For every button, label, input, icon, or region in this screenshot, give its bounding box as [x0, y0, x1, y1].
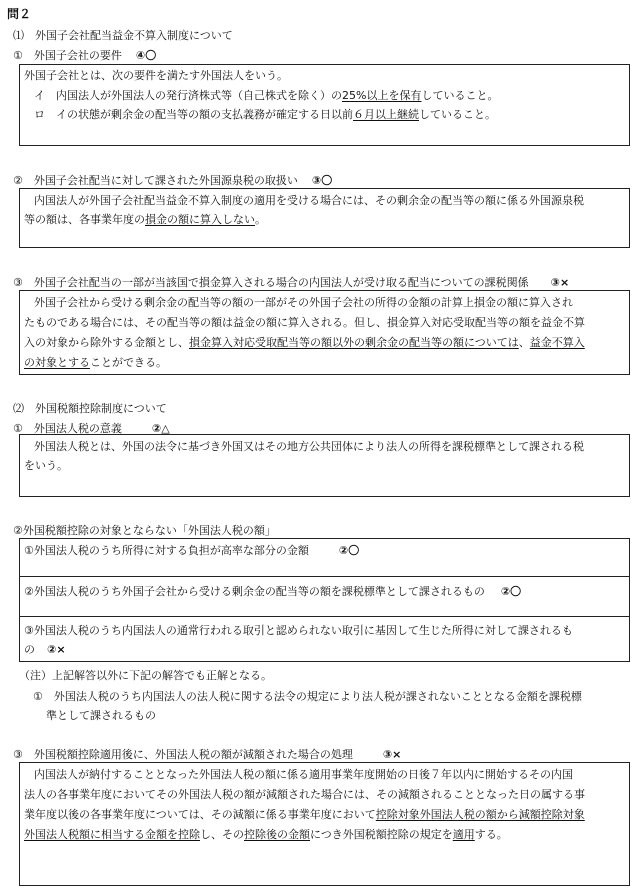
- s2-sub1-line1: 外国法人税とは、外国の法令に基づき外国又はその地方公共団体により法人の所得を課税標準として課される税: [34, 440, 584, 453]
- s1-sub3-answer-box: [19, 290, 630, 375]
- s1-sub1-line2-text-a: イ 内国法人が外国法人の発行済株式等（自己株式を除く）の: [34, 89, 342, 102]
- s2-sub3-line4-text-c: につき外国税額控除の規定を: [310, 828, 453, 841]
- s2-sub2-row-3-line2: [24, 643, 66, 657]
- s2-sub2-row-2-score-mark: ②〇: [500, 585, 522, 598]
- s1-sub3-score-mark: ③×: [550, 276, 570, 289]
- page-title: 問２: [7, 7, 32, 21]
- s1-sub2-score-mark: ③〇: [311, 174, 333, 187]
- s1-sub3-heading-text: ③ 外国子会社配当の一部が当該国で損金算入される場合の内国法人が受け取る配当についての課税関係: [13, 276, 529, 289]
- s2-sub2-row-1-text: [24, 544, 359, 558]
- s1-sub3-line4-underlined: の対象とする: [24, 356, 90, 369]
- s2-sub1-line2: をいう。: [24, 459, 68, 472]
- s2-sub3-score-mark: ③×: [382, 748, 402, 761]
- s1-sub2-line2-underlined: 損金の額に算入しない: [145, 213, 255, 226]
- s2-sub1-answer-box: [19, 434, 630, 497]
- s1-sub1-heading: [13, 47, 156, 63]
- s1-sub3-line3-text-a: 入の対象から除外する金額とし、: [24, 336, 189, 349]
- s1-sub2-line2-text-b: 。: [255, 213, 266, 226]
- s1-sub3-line3-underlined-2: 益金不算入: [529, 336, 585, 349]
- s2-sub2-note-item-line1: ① 外国法人税のうち内国法人の法人税に関する法令の規定により法人税が課されないこととなる金額を課税標: [33, 690, 582, 703]
- s1-sub1-line3-underlined: ６月以上継続: [353, 108, 419, 121]
- s2-sub3-line3: [24, 808, 585, 822]
- s1-sub3-heading: [13, 274, 569, 290]
- s2-sub2-row-2-text: [24, 585, 521, 599]
- s1-sub2-heading: [13, 172, 332, 188]
- s2-sub2-row-2-label: ②外国法人税のうち外国子会社から受ける剰余金の配当等の額を課税標準として課されるもの: [24, 585, 485, 598]
- s2-sub1-heading-text: ① 外国法人税の意義: [13, 422, 122, 435]
- s1-sub2-heading-text: ② 外国子会社配当に対して課された外国源泉税の取扱い: [13, 174, 298, 187]
- s2-sub2-row-3-line1: ③外国法人税のうち内国法人の通常行われる取引と認められない取引に基因して生じた所得に対して課されるも: [24, 624, 573, 637]
- s2-sub3-line4-underlined-1: 外国法人税額に相当する金額を控除: [24, 828, 200, 841]
- s2-sub3-line4-text-b: し、その: [200, 828, 244, 841]
- section-2-heading: ⑵ 外国税額控除制度について: [13, 402, 167, 415]
- s1-sub3-line3-underlined-1: 損金算入対応受取配当等の額以外の剰余金の配当等の額については: [189, 336, 519, 349]
- s1-sub3-line4: [24, 356, 167, 370]
- s1-sub3-line1: 外国子会社から受ける剰余金の配当等の額の一部がその外国子会社の所得の金額の計算上損金の額に算入され: [34, 296, 573, 309]
- s1-sub1-heading-text: ① 外国子会社の要件: [13, 49, 122, 62]
- s2-sub2-note-item-line2: 準として課されるもの: [46, 709, 156, 722]
- s1-sub3-line2: たものである場合には、その配当等の額は益金の額に算入される。但し、損金算入対応受取配当等の額を益金不算: [24, 316, 585, 329]
- s2-sub3-answer-box: [19, 762, 630, 886]
- section-1-heading: ⑴ 外国子会社配当益金不算入制度について: [13, 29, 233, 42]
- s1-sub3-line4-text-b: ことができる。: [90, 356, 167, 369]
- s2-sub3-line2: 法人の各事業年度においてその外国法人税の額が減額された場合には、その減額されることとなった日の属する事: [24, 788, 585, 801]
- s1-sub1-line2-text-b: していること。: [421, 89, 499, 102]
- s1-sub1-line2: [34, 89, 498, 103]
- s2-sub2-row-1-label: ①外国法人税のうち所得に対する負担が高率な部分の金額: [24, 544, 309, 557]
- s1-sub3-line3-text-b: 、: [518, 336, 530, 349]
- s2-sub2-row-3-score-mark: ②×: [47, 643, 66, 656]
- s2-sub2-row-1: [20, 539, 629, 577]
- s2-sub2-row-1-score-mark: ②〇: [338, 544, 360, 557]
- s2-sub3-line3-text-a: 業年度以後の各事業年度については、その減額に係る事業年度において: [24, 808, 376, 821]
- s1-sub1-line2-underlined: 25%以上を保有: [342, 89, 422, 102]
- s2-sub2-table: [19, 538, 630, 662]
- s2-sub3-line1: 内国法人が納付することとなった外国法人税の額に係る適用事業年度開始の日後７年以内に開始するその内国: [34, 768, 573, 781]
- s1-sub2-line1: 内国法人が外国子会社配当益金不算入制度の適用を受ける場合には、その剰余金の配当等の額に係る外国源泉税: [34, 194, 584, 207]
- s2-sub2-row-3: [20, 617, 629, 663]
- s1-sub1-line3-text-a: ロ イの状態が剰余金の配当等の額の支払義務が確定する日以前: [34, 108, 353, 121]
- s1-sub2-answer-box: [19, 188, 630, 248]
- s2-sub2-row-3-line2-text: の: [24, 643, 35, 656]
- s2-sub3-heading: [13, 746, 401, 762]
- s1-sub1-line1: 外国子会社とは、次の要件を満たす外国法人をいう。: [24, 69, 288, 82]
- s1-sub2-line2: [24, 213, 266, 227]
- s2-sub3-heading-text: ③ 外国税額控除適用後に、外国法人税の額が減額された場合の処理: [13, 748, 353, 761]
- s1-sub1-answer-box: [19, 64, 630, 146]
- s1-sub1-line3: [34, 108, 496, 122]
- s2-sub3-line4-underlined-3: 適用: [452, 828, 475, 841]
- s2-sub2-note: （注）上記解答以外に下記の解答でも正解となる。: [19, 669, 272, 682]
- s2-sub2-row-2: [20, 577, 629, 617]
- s1-sub1-line3-text-b: していること。: [419, 108, 496, 121]
- s2-sub3-line4-underlined-2: 控除後の金額: [244, 828, 310, 841]
- s1-sub2-line2-text-a: 等の額は、各事業年度の: [24, 213, 145, 226]
- s2-sub1-score-mark: ②△: [151, 422, 170, 435]
- s2-sub3-line3-underlined: 控除対象外国法人税の額から減額控除対象: [375, 808, 585, 821]
- s2-sub2-heading: ②外国税額控除の対象とならない「外国法人税の額」: [13, 524, 276, 537]
- s2-sub3-line4-text-d: する。: [474, 828, 508, 841]
- s1-sub1-score-mark: ④〇: [135, 49, 157, 62]
- s1-sub3-line3: [24, 336, 585, 350]
- s2-sub3-line4: [24, 828, 508, 842]
